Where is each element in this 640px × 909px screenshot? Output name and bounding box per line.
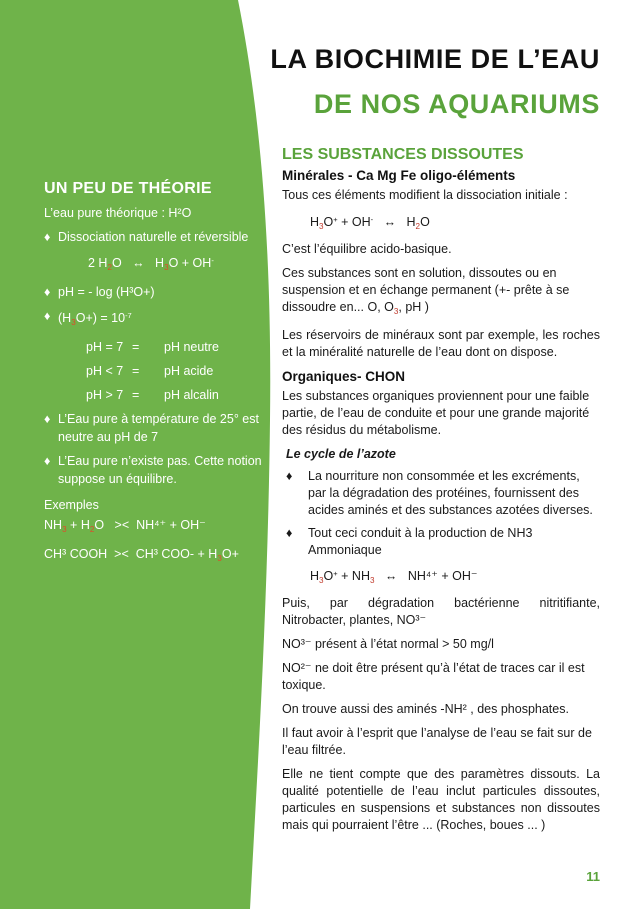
page-title-line2: DE NOS AQUARIUMS	[313, 89, 600, 119]
theory-bullet-dissociation: ♦ Dissociation naturelle et réversible	[44, 230, 249, 244]
ph-row-neutral: pH = 7 = pH neutre	[86, 339, 219, 354]
final-paragraph: Elle ne tient compte que des paramètres dissouts. La qualité potentielle de l’eau inclut particules dissoutes, particules en suspensions et substances non dissoutes mais qui pourraient l’être ... (Roches, boues ... )	[282, 766, 600, 832]
nitrogen-cycle-heading: Le cycle de l’azote	[286, 446, 396, 461]
amines-paragraph: On trouve aussi des aminés -NH² , des phosphates.	[282, 701, 569, 716]
cycle-equation: $H_3O^+ + NH_3$ ↔ NH⁴⁺ + OH⁻	[310, 568, 478, 585]
mineral-heading: Minérales - Ca Mg Fe oligo-éléments	[282, 168, 516, 183]
organic-heading: Organiques- CHON	[282, 368, 406, 384]
page-title-line1: LA BIOCHIMIE DE L’EAU	[270, 44, 600, 74]
nitrite-paragraph: NO²⁻ ne doit être présent qu’à l’état de traces car il est toxique.	[282, 660, 585, 692]
theory-bullet-temperature: ♦ L’Eau pure à température de 25° est neutre au pH de 7	[44, 411, 259, 444]
bullet-icon: ♦	[44, 453, 51, 468]
ph-row-acid: pH < 7 = pH acide	[86, 363, 214, 378]
theory-bullet-pure-water: ♦ L’Eau pure n’existe pas. Cette notion suppose un équilibre.	[44, 453, 262, 486]
dissociation-equation: 2 $H_2O$ ↔ $H_3O + OH^-$	[88, 256, 214, 272]
bullet-icon: ♦	[44, 230, 51, 244]
examples-label: Exemples :	[44, 497, 272, 512]
theory-bullet-concentration: ♦ $(H_3O+) = 10^{-7}$	[44, 307, 272, 332]
bullet-icon: ♦	[286, 525, 293, 540]
theory-section	[44, 180, 272, 574]
bullet-icon: ♦	[44, 308, 51, 323]
filtered-water-paragraph: Il faut avoir à l’esprit que l’analyse de l’eau se fait sur de l’eau filtrée.	[282, 725, 592, 757]
nitrate-paragraph: NO³⁻ présent à l’état normal > 50 mg/l	[282, 636, 494, 651]
dissolved-section	[282, 146, 600, 841]
bullet-icon: ♦	[44, 284, 51, 299]
dissolved-heading: LES SUBSTANCES DISSOUTES	[282, 146, 524, 163]
bullet-icon: ♦	[286, 468, 293, 483]
cycle-bullet-ammonia: ♦ Tout ceci conduit à la production de NH3 Ammoniaque	[286, 525, 533, 557]
mineral-paragraph-4: Les réservoirs de minéraux sont par exemple, les roches et la minéralité naturelle de l’eau dont on dispose.	[282, 327, 600, 359]
organic-paragraph: Les substances organiques proviennent pour une faible partie, de l’eau de conduite et pour une grande majorité des résidus du métabolisme.	[282, 388, 590, 437]
example-ammonia: $NH_3 + H_2O$ >< NH⁴⁺ + OH⁻	[44, 517, 206, 534]
theory-heading: UN PEU DE THÉORIE	[44, 180, 212, 197]
mineral-paragraph-3: Ces substances sont en solution, dissoutes ou en suspension et en échange permanent (+- prête à se dissoudre en... O, $O_3$, pH )	[282, 265, 570, 316]
example-acetic-acid: CH³ COOH >< CH³ $COO- + H_3O+$	[44, 546, 239, 563]
bullet-icon: ♦	[44, 411, 51, 426]
mineral-equation: $H_3O^+ + OH^-$ ↔ $H_2O$	[310, 215, 430, 231]
theory-intro: L’eau pure théorique : H²O	[44, 206, 192, 220]
ph-row-alkaline: pH > 7 = pH alcalin	[86, 387, 219, 402]
mineral-paragraph-1: Tous ces éléments modifient la dissociation initiale :	[282, 188, 568, 202]
mineral-paragraph-2: C’est l’équilibre acido-basique.	[282, 241, 452, 256]
cycle-bullet-food: ♦ La nourriture non consommée et les excréments, par la dégradation des protéines, fournissent des acides aminés et des substances azotées diverses.	[286, 468, 593, 517]
page-number: 11	[586, 869, 600, 884]
theory-bullet-ph-formula: ♦ pH = - log (H³O+)	[44, 284, 155, 299]
nitrification-paragraph: Puis, par dégradation bactérienne nitritifiante, Nitrobacter, plantes, NO³⁻	[282, 595, 600, 627]
